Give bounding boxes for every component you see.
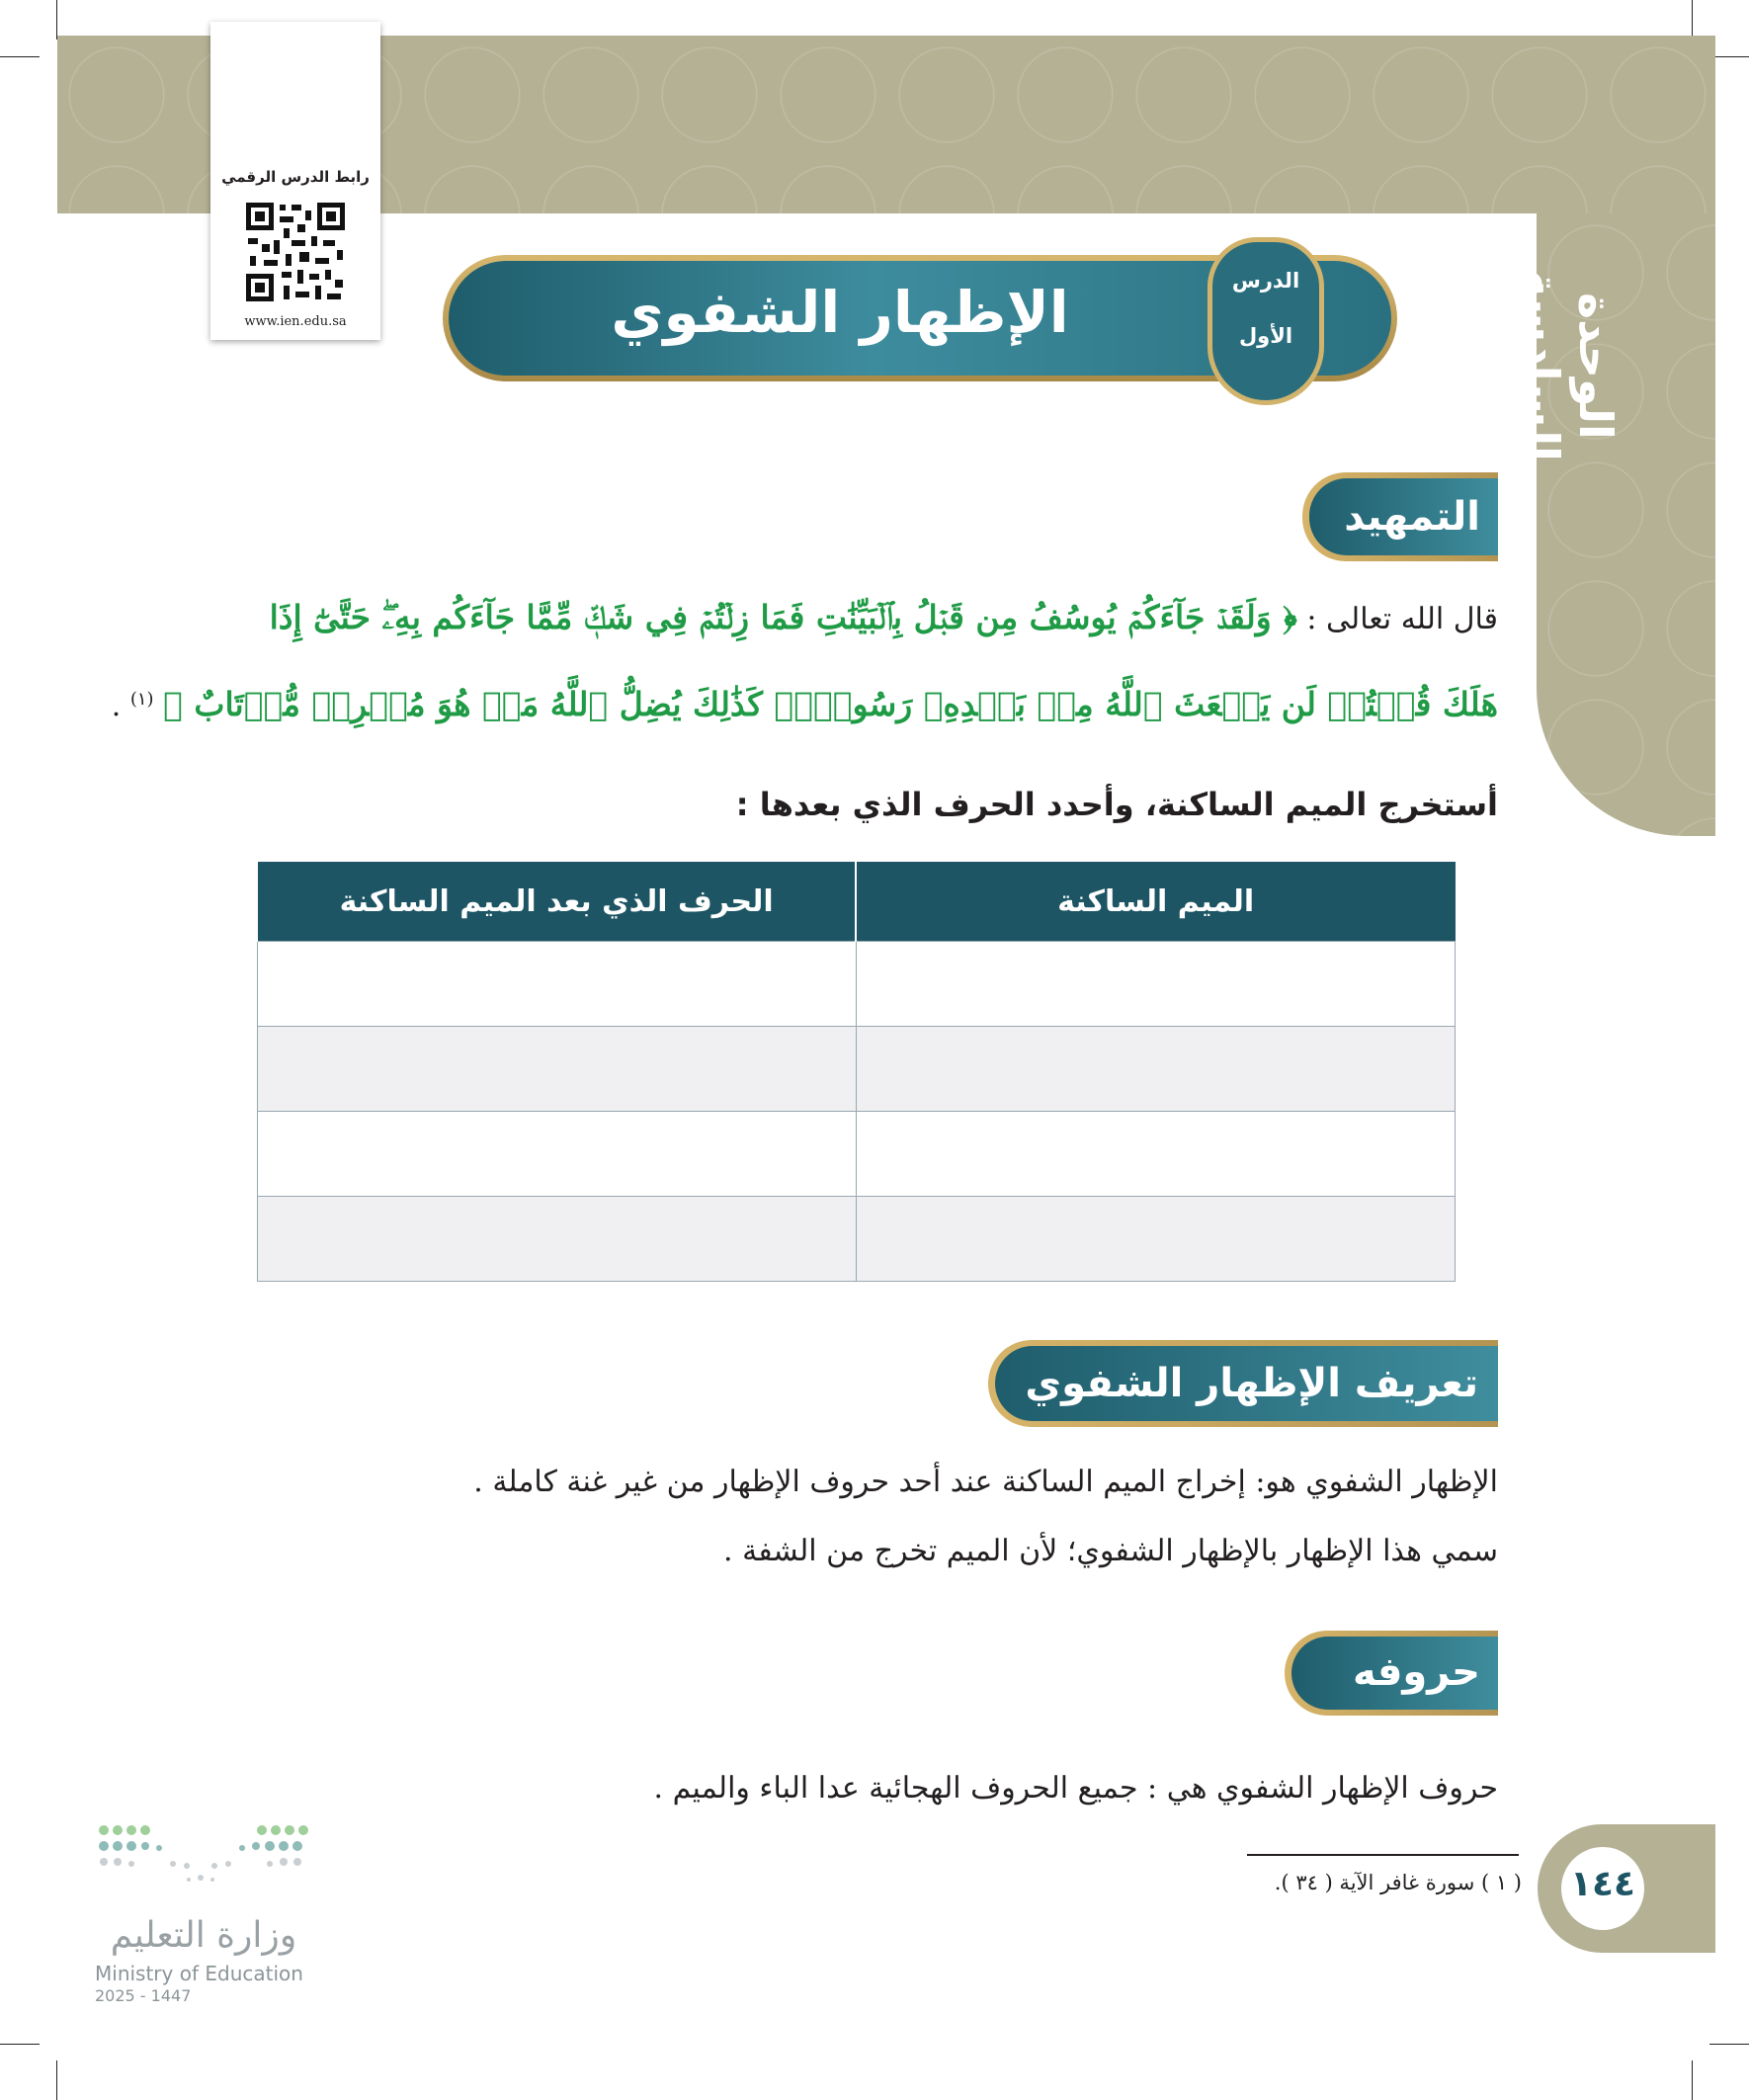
verse-line-2	[111, 685, 1498, 723]
intro-heading: التمهيد	[1344, 494, 1480, 540]
lesson-badge-number: الأول	[1238, 324, 1293, 348]
table-cell[interactable]	[856, 942, 1455, 1027]
definition-line-2: سمي هذا الإظهار بالإظهار الشفوي؛ لأن الميم تخرج من الشفة .	[723, 1534, 1498, 1568]
crop-mark	[56, 0, 57, 40]
table-cell[interactable]	[856, 1197, 1455, 1282]
crop-mark	[0, 2044, 40, 2045]
qr-card[interactable]	[210, 22, 380, 340]
ministry-logo-icon	[94, 1818, 313, 1888]
qr-code-icon[interactable]	[244, 188, 347, 316]
qr-label: رابط الدرس الرقمي	[221, 168, 370, 186]
exercise-question: أستخرج الميم الساكنة، وأحدد الحرف الذي بعدها :	[735, 786, 1498, 823]
ministry-year: 2025 - 1447	[95, 1986, 192, 2005]
crop-mark	[1709, 2044, 1749, 2045]
table-header: الميم الساكنة	[856, 863, 1455, 942]
qr-url[interactable]: www.ien.edu.sa	[244, 314, 347, 329]
ministry-name-ar: وزارة التعليم	[110, 1915, 297, 1956]
crop-mark	[1692, 2060, 1693, 2100]
letters-heading: حروفه	[1352, 1649, 1480, 1695]
unit-title: الوحدة السادسة	[1516, 270, 1623, 462]
lesson-badge-label: الدرس	[1231, 269, 1300, 293]
table-cell[interactable]	[257, 1112, 856, 1197]
crop-mark	[0, 56, 40, 57]
crop-mark	[1692, 0, 1693, 40]
crop-mark	[1709, 56, 1749, 57]
table-cell[interactable]	[257, 942, 856, 1027]
table-header: الحرف الذي بعد الميم الساكنة	[257, 863, 856, 942]
footnote: ( ١ ) سورة غافر الآية ( ٣٤ ).	[1274, 1871, 1522, 1894]
verse-end: .	[111, 689, 122, 723]
ayah-text: ﴿ وَلَقَدۡ جَآءَكُمۡ يُوسُفُ مِن قَبۡلُ بِٱلۡبَيِّنَٰتِ فَمَا زِلۡتُمۡ فِي شَكّٖ مِّمَّا جَآءَكُم بِهِۦۖ حَتَّىٰٓ إِذَا	[269, 598, 1297, 636]
definition-line-1: الإظهار الشفوي هو: إخراج الميم الساكنة عند أحد حروف الإظهار من غير غنة كاملة .	[473, 1465, 1498, 1499]
verse-lead: قال الله تعالى :	[1306, 602, 1498, 636]
lesson-title: الإظهار الشفوي	[611, 279, 1069, 346]
table-cell[interactable]	[856, 1112, 1455, 1197]
footnote-ref[interactable]: (١)	[129, 689, 154, 710]
table-cell[interactable]	[856, 1027, 1455, 1112]
crop-mark	[56, 2060, 57, 2100]
verse-line-1	[198, 598, 1498, 637]
letters-line-1: حروف الإظهار الشفوي هي : جميع الحروف الهجائية عدا الباء والميم .	[653, 1771, 1498, 1806]
footnote-divider	[1247, 1854, 1519, 1856]
definition-heading: تعريف الإظهار الشفوي	[1025, 1361, 1478, 1406]
table-cell[interactable]	[257, 1027, 856, 1112]
ministry-name-en: Ministry of Education	[95, 1962, 303, 1985]
ayah-text: هَلَكَ قُلۡتُمۡ لَن يَبۡعَثَ ٱللَّهُ مِنۢ بَعۡدِهِۦ رَسُولٗاۚ كَذَٰلِكَ يُضِلُّ ٱللَّهُ مَنۡ هُوَ مُسۡرِفٞ مُّرۡتَابٌ ﴾	[163, 685, 1498, 723]
table-cell[interactable]	[257, 1197, 856, 1282]
exercise-table	[256, 862, 1456, 1282]
lesson-badge	[1208, 237, 1324, 405]
page-number: ١٤٤	[1570, 1864, 1635, 1904]
